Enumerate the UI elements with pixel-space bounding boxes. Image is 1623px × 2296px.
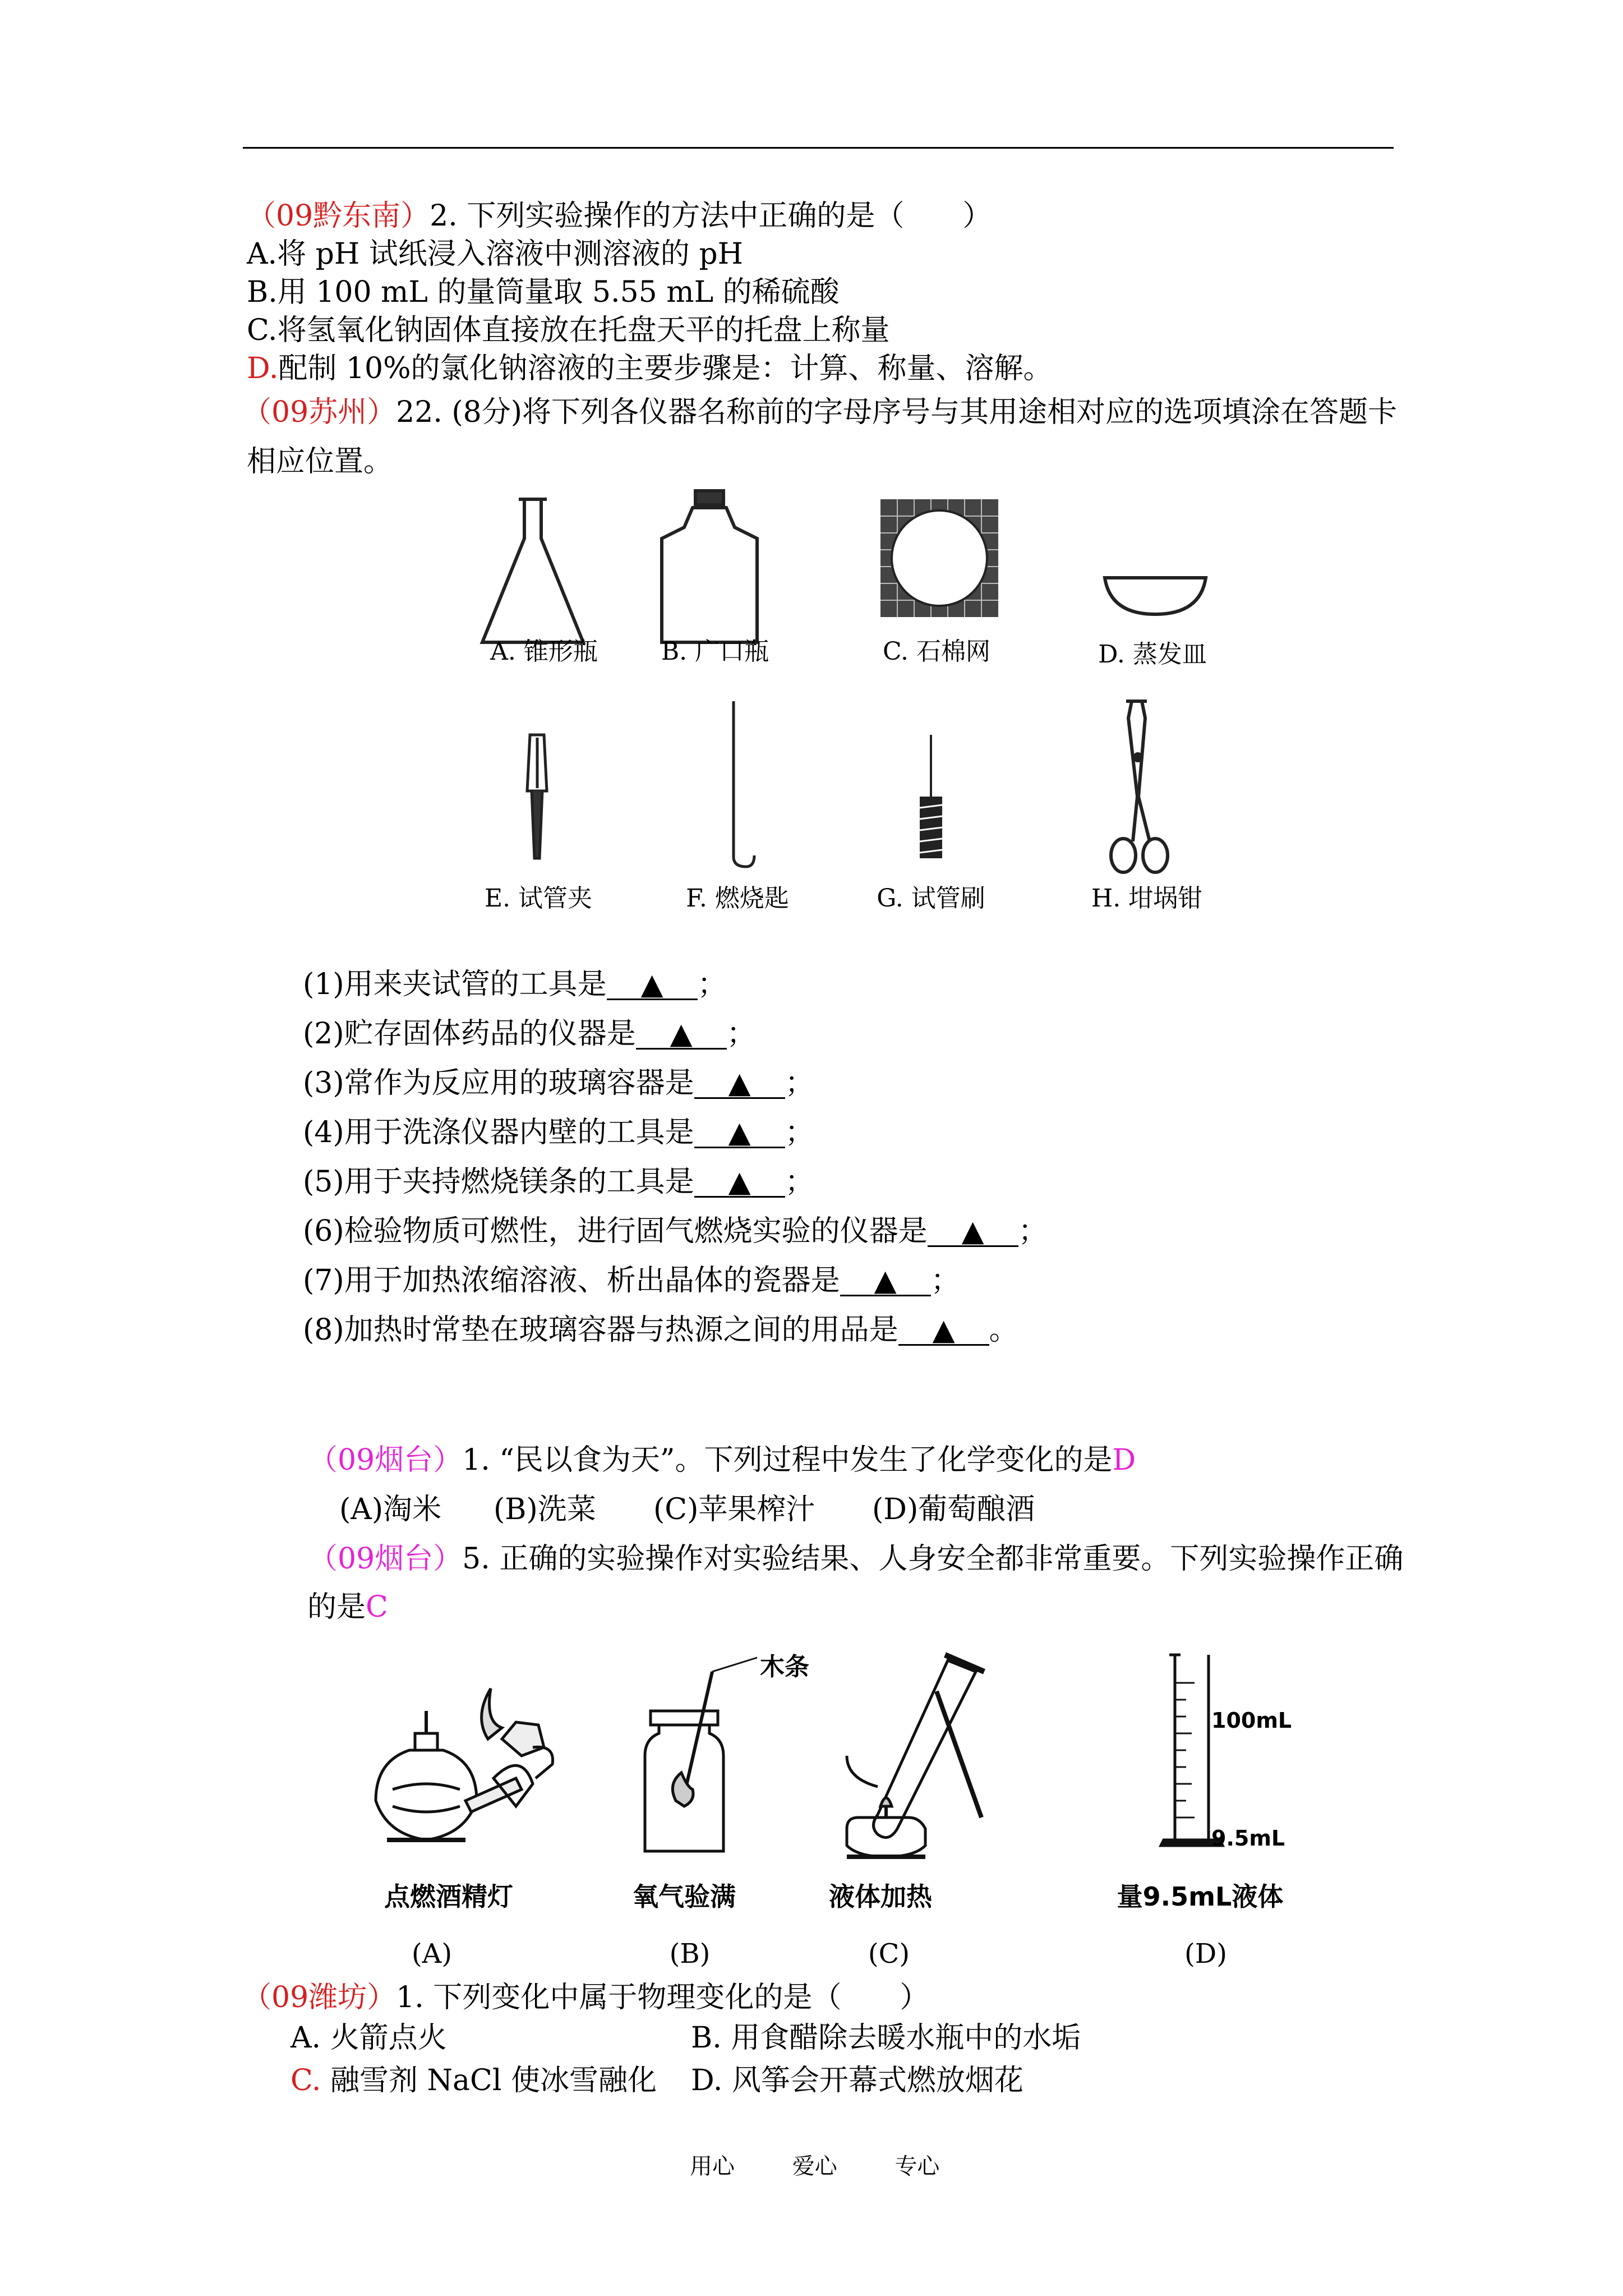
option-d: D.配制 10%的氯化钠溶液的主要步骤是：计算、称量、溶解。 xyxy=(247,352,1053,385)
weifang-option-d: D. 风筝会开幕式燃放烟花 xyxy=(691,2064,1023,2097)
experiment-caption-b: 氧气验满 xyxy=(633,1881,736,1912)
fill-item-3: (3)常作为反应用的玻璃容器是 ▲ ； xyxy=(303,1066,814,1100)
experiment-caption-c: 液体加热 xyxy=(829,1881,932,1912)
answer-mark: C xyxy=(366,1590,388,1624)
footer-item: 专心 xyxy=(895,2154,940,2179)
answer-blank[interactable]: ▲ xyxy=(636,1020,727,1050)
option-b: B.用 100 mL 的量筒量取 5.55 mL 的稀硫酸 xyxy=(247,275,840,309)
footer xyxy=(690,2148,939,2180)
yantai1-option-d: (D)葡萄酿酒 xyxy=(872,1493,1035,1526)
experiment-letter-b: (B) xyxy=(669,1938,711,1970)
instrument-figure-row2 xyxy=(471,696,1228,881)
answer-blank[interactable]: ▲ xyxy=(694,1168,785,1198)
fill-item-4: (4)用于洗涤仪器内壁的工具是 ▲ ； xyxy=(303,1116,814,1149)
fill-item-5: (5)用于夹持燃烧镁条的工具是 ▲ ； xyxy=(303,1165,814,1199)
fill-item-1: (1)用来夹试管的工具是 ▲ ； xyxy=(303,968,727,1001)
test-tube-brush-icon xyxy=(920,735,942,858)
instrument-label-e: E. 试管夹 xyxy=(484,884,593,913)
question-yantai5-stem-2: 的是C xyxy=(307,1590,388,1624)
fill-item-6: (6)检验物质可燃性，进行固气燃烧实验的仪器是 ▲ ； xyxy=(303,1214,1048,1248)
wide-mouth-bottle-icon xyxy=(662,491,757,642)
answer-mark: D xyxy=(1112,1443,1136,1477)
cylinder-top-label: 100mL xyxy=(1211,1708,1292,1733)
fill-item-2: (2)贮存固体药品的仪器是 ▲ ； xyxy=(303,1017,756,1051)
instrument-label-b: B. 广口瓶 xyxy=(661,637,769,666)
answer-blank[interactable]: ▲ xyxy=(694,1069,785,1099)
combustion-spoon-icon xyxy=(734,701,754,867)
question-stem: 2. 下列实验操作的方法中正确的是（ ） xyxy=(430,199,992,233)
experiment-letter-a: (A) xyxy=(411,1938,453,1970)
source-tag: （09苏州） xyxy=(242,395,396,429)
option-a: A.将 pH 试纸浸入溶液中测溶液的 pH xyxy=(247,237,743,271)
evaporating-dish-icon xyxy=(1105,578,1206,614)
header-rule xyxy=(243,147,1394,149)
instrument-label-d: D. 蒸发皿 xyxy=(1098,640,1207,669)
experiment-caption-a: 点燃酒精灯 xyxy=(384,1881,513,1912)
question-weifang-stem: （09潍坊）1. 下列变化中属于物理变化的是（ ） xyxy=(242,1981,929,2014)
oxygen-test-icon xyxy=(645,1658,757,1851)
weifang-option-b: B. 用食醋除去暖水瓶中的水垢 xyxy=(691,2021,1081,2055)
graduated-cylinder-icon xyxy=(1161,1655,1223,1846)
instrument-label-c: C. 石棉网 xyxy=(882,637,991,666)
instrument-label-a: A. 锥形瓶 xyxy=(490,637,598,666)
question-yantai5-stem: （09烟台）5. 正确的实验操作对实验结果、人身安全都非常重要。下列实验操作正确 xyxy=(308,1542,1404,1576)
instrument-label-h: H. 坩埚钳 xyxy=(1091,884,1203,913)
yantai1-option-a: (A)淘米 xyxy=(339,1493,442,1526)
weifang-option-c: C. 融雪剂 NaCl 使冰雪融化 xyxy=(291,2064,657,2097)
answer-blank[interactable]: ▲ xyxy=(840,1267,931,1296)
test-tube-holder-icon xyxy=(527,735,547,858)
option-c: C.将氢氧化钠固体直接放在托盘天平的托盘上称量 xyxy=(247,314,890,347)
asbestos-gauze-icon xyxy=(880,499,998,617)
footer-item: 用心 xyxy=(690,2154,735,2179)
question-suzhou-stem-2: 相应位置。 xyxy=(247,445,393,478)
lighting-alcohol-lamp-icon xyxy=(376,1688,553,1840)
experiment-figure xyxy=(353,1649,1307,1874)
crucible-tongs-icon xyxy=(1111,701,1168,872)
fill-item-7: (7)用于加热浓缩溶液、析出晶体的瓷器是 ▲ ； xyxy=(303,1264,960,1297)
experiment-caption-d: 量9.5mL液体 xyxy=(1117,1881,1284,1912)
erlenmeyer-flask-icon xyxy=(482,499,583,642)
question-qiandongnan-stem xyxy=(247,197,992,234)
footer-item: 爱心 xyxy=(792,2154,837,2179)
source-tag: （09烟台） xyxy=(308,1542,463,1576)
question-yantai1-stem: （09烟台）1. “民以食为天”。下列过程中发生了化学变化的是D xyxy=(308,1443,1136,1477)
instrument-label-g: G. 试管刷 xyxy=(877,884,985,913)
yantai1-option-b: (B)洗菜 xyxy=(494,1493,596,1526)
wood-stick-label: 木条 xyxy=(760,1653,809,1681)
answer-blank[interactable]: ▲ xyxy=(607,970,698,1000)
answer-blank[interactable]: ▲ xyxy=(928,1217,1018,1247)
answer-blank[interactable]: ▲ xyxy=(898,1316,989,1346)
source-tag: （09黔东南） xyxy=(247,199,430,233)
experiment-letter-c: (C) xyxy=(868,1938,910,1970)
question-suzhou-stem: （09苏州）22. (8分)将下列各仪器名称前的字母序号与其用途相对应的选项填涂在答题卡 xyxy=(242,395,1398,429)
answer-blank[interactable]: ▲ xyxy=(694,1119,785,1148)
fill-item-8: (8)加热时常垫在玻璃容器与热源之间的用品是 ▲ 。 xyxy=(303,1313,1018,1347)
yantai1-option-c: (C)苹果榨汁 xyxy=(653,1493,815,1526)
source-tag: （09烟台） xyxy=(308,1443,463,1477)
heating-liquid-icon xyxy=(847,1655,984,1857)
weifang-option-a: A. 火箭点火 xyxy=(291,2021,447,2055)
instrument-label-f: F. 燃烧匙 xyxy=(686,884,789,913)
source-tag: （09潍坊） xyxy=(242,1981,396,2014)
cylinder-bottom-label: 9.5mL xyxy=(1211,1826,1285,1851)
experiment-letter-d: (D) xyxy=(1184,1938,1227,1970)
